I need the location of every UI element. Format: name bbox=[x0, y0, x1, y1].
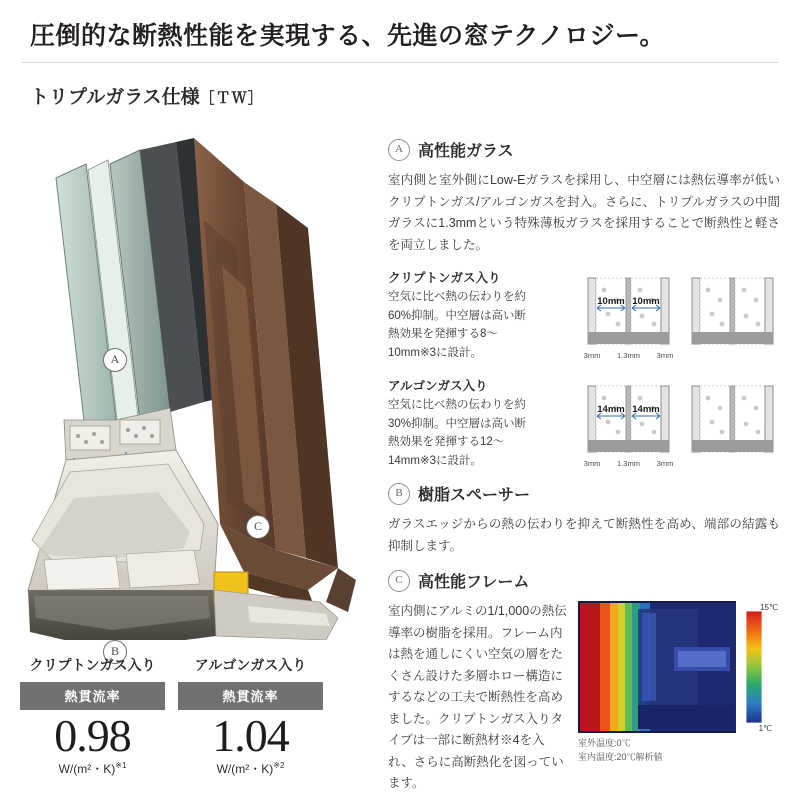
svg-text:15℃: 15℃ bbox=[760, 603, 778, 612]
section-b-body: ガラスエッジからの熱の伝わりを抑えて断熱性を高め、端部の結露も抑制します。 bbox=[388, 517, 780, 553]
argon-gas-name: アルゴンガス入り bbox=[194, 657, 307, 673]
section-a-badge: A bbox=[388, 139, 410, 161]
right-content-column bbox=[388, 138, 780, 795]
gas-krypton-title: クリプトンガス入り bbox=[388, 271, 501, 285]
window-cutaway-svg bbox=[8, 120, 368, 640]
performance-box-argon bbox=[178, 655, 323, 777]
svg-text:10mm: 10mm bbox=[597, 296, 625, 307]
svg-text:3mm: 3mm bbox=[656, 459, 674, 468]
subtitle-main: トリプルガラス仕様 bbox=[30, 87, 200, 108]
argon-unit-text: W/(m²・K) bbox=[216, 761, 274, 776]
gas-block-argon bbox=[388, 376, 780, 472]
svg-text:14mm: 14mm bbox=[597, 404, 625, 415]
section-b-badge: B bbox=[388, 483, 410, 505]
window-cutaway-illustration bbox=[8, 120, 368, 658]
gas-block-argon-text-wrap bbox=[388, 376, 528, 471]
thermal-image-caption bbox=[578, 737, 663, 764]
thermal-caption-line1: 室外温度:0℃ bbox=[578, 738, 631, 748]
gas-block-krypton bbox=[388, 268, 780, 364]
svg-text:3mm: 3mm bbox=[656, 351, 674, 360]
gas-argon-diagram bbox=[584, 380, 780, 485]
argon-metric-label: 熱貫流率 bbox=[178, 682, 323, 710]
performance-box-krypton bbox=[20, 655, 165, 777]
svg-text:1.3mm: 1.3mm bbox=[617, 459, 640, 468]
gas-krypton-diagram bbox=[584, 272, 780, 377]
section-a-header bbox=[388, 138, 780, 161]
header-divider bbox=[22, 62, 778, 63]
section-b-title: 樹脂スペーサー bbox=[418, 487, 531, 504]
section-a-body: 室内側と室外側にLow-Eガラスを採用し、中空層には熱伝導率が低いクリプトンガス/アルゴンガスを封入。さらに、トリプルガラスの中間ガラスに1.3mmという特殊薄板ガラスを採用することで断熱性と軽さを両立しました。 bbox=[388, 173, 780, 252]
svg-text:14mm: 14mm bbox=[632, 404, 660, 415]
callout-badge-a[interactable]: A bbox=[103, 348, 127, 372]
krypton-value: 0.98 bbox=[54, 710, 131, 761]
section-c-badge: C bbox=[388, 570, 410, 592]
section-b-header bbox=[388, 482, 780, 505]
subtitle-spec: ［ＴＷ］ bbox=[199, 90, 264, 107]
krypton-note: ※1 bbox=[115, 760, 127, 770]
krypton-gas-name: クリプトンガス入り bbox=[29, 657, 156, 673]
section-c-content bbox=[388, 601, 780, 795]
argon-note: ※2 bbox=[273, 760, 285, 770]
krypton-metric-label: 熱貫流率 bbox=[20, 682, 165, 710]
page-headline: 圧倒的な断熱性能を実現する、先進の窓テクノロジー。 bbox=[30, 22, 666, 50]
svg-text:3mm: 3mm bbox=[584, 351, 601, 360]
svg-text:10mm: 10mm bbox=[632, 296, 660, 307]
argon-value: 1.04 bbox=[212, 710, 289, 761]
krypton-unit bbox=[20, 760, 165, 777]
page-subtitle bbox=[30, 82, 264, 109]
gas-argon-title: アルゴンガス入り bbox=[388, 379, 488, 393]
section-c-body: 室内側にアルミの1/1,000の熱伝導率の樹脂を採用。フレーム内は熱を通しにくい空気の層をたくさん設けた多層ホロー構造にするなどの工夫で断熱性を高めました。クリプトンガス入りタイプは一部に断熱材※4を入れ、さらに高断熱化を図っています。 bbox=[388, 604, 567, 790]
svg-text:3mm: 3mm bbox=[584, 459, 601, 468]
thermal-caption-line2: 室内温度:20℃解析値 bbox=[578, 751, 663, 762]
argon-unit bbox=[178, 760, 323, 777]
svg-text:1.3mm: 1.3mm bbox=[617, 351, 640, 360]
section-c-title: 高性能フレーム bbox=[418, 574, 530, 591]
svg-text:1℃: 1℃ bbox=[758, 724, 772, 733]
section-c-header bbox=[388, 569, 780, 592]
gas-block-krypton-text-wrap bbox=[388, 268, 528, 363]
gas-argon-text: 空気に比べ熱の伝わりを約30%抑制。中空層は高い断熱効果を発揮する12～14mm※3に設計。 bbox=[388, 399, 527, 467]
gas-krypton-text: 空気に比べ熱の伝わりを約60%抑制。中空層は高い断熱効果を発揮する8～10mm※3に設計。 bbox=[388, 291, 527, 359]
section-a-title: 高性能ガラス bbox=[418, 143, 514, 160]
thermal-analysis-image bbox=[578, 601, 778, 738]
callout-badge-c[interactable]: C bbox=[246, 515, 270, 539]
callout-badge-b[interactable]: B bbox=[103, 640, 127, 664]
krypton-unit-text: W/(m²・K) bbox=[58, 761, 116, 776]
